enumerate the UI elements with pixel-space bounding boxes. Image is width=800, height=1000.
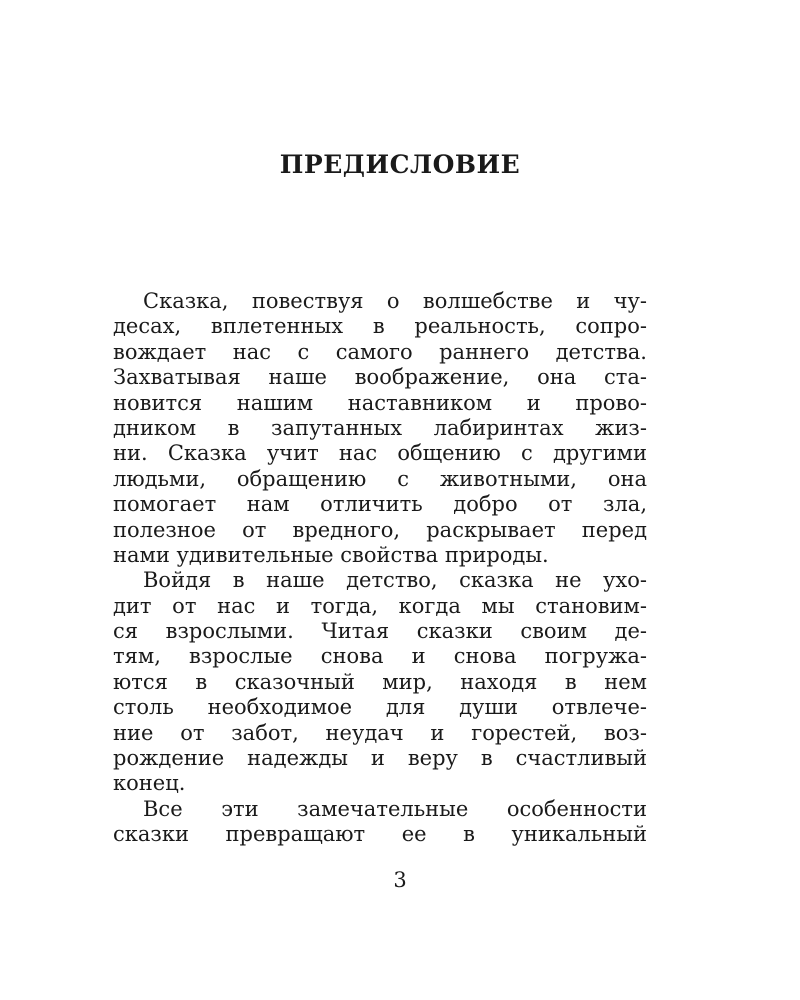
paragraph-3	[113, 797, 647, 848]
body-text	[113, 289, 647, 848]
text-line: сказки превращают ее в уникальный	[113, 822, 647, 847]
text-line: дит от нас и тогда, когда мы становим-	[113, 593, 647, 618]
text-line: Войдя в наше детство, сказка не ухо-	[143, 568, 647, 593]
text-line: Захватывая наше воображение, она ста-	[113, 365, 647, 390]
paragraph-1	[113, 289, 647, 568]
paragraph-2	[113, 568, 647, 797]
page-number: 3	[393, 868, 407, 892]
text-line: новится нашим наставником и прово-	[113, 390, 647, 415]
text-line: конец.	[113, 771, 186, 796]
text-line: помогает нам отличить добро от зла,	[113, 492, 647, 517]
text-line: ются в сказочный мир, находя в нем	[113, 669, 647, 694]
page-title: ПРЕДИСЛОВИЕ	[279, 150, 521, 179]
text-line: Все эти замечательные особенности	[143, 796, 647, 821]
text-line: Сказка, повествуя о волшебстве и чу-	[143, 289, 647, 313]
text-line: ни. Сказка учит нас общению с другими	[113, 441, 647, 466]
text-line: ние от забот, неудач и горестей, воз-	[113, 720, 647, 745]
text-line: ся взрослыми. Читая сказки своим де-	[113, 619, 647, 644]
text-line: дником в запутанных лабиринтах жиз-	[113, 415, 647, 440]
text-line: вождает нас с самого раннего детства.	[113, 339, 647, 364]
text-line: людьми, обращению с животными, она	[113, 466, 647, 491]
text-line: нами удивительные свойства природы.	[113, 542, 549, 567]
text-line: десах, вплетенных в реальность, сопро-	[113, 314, 647, 339]
text-line: полезное от вредного, раскрывает перед	[113, 517, 647, 542]
text-line: столь необходимое для души отвлече-	[113, 695, 647, 720]
text-line: тям, взрослые снова и снова погружа-	[113, 644, 647, 669]
text-line: рождение надежды и веру в счастливый	[113, 746, 647, 771]
